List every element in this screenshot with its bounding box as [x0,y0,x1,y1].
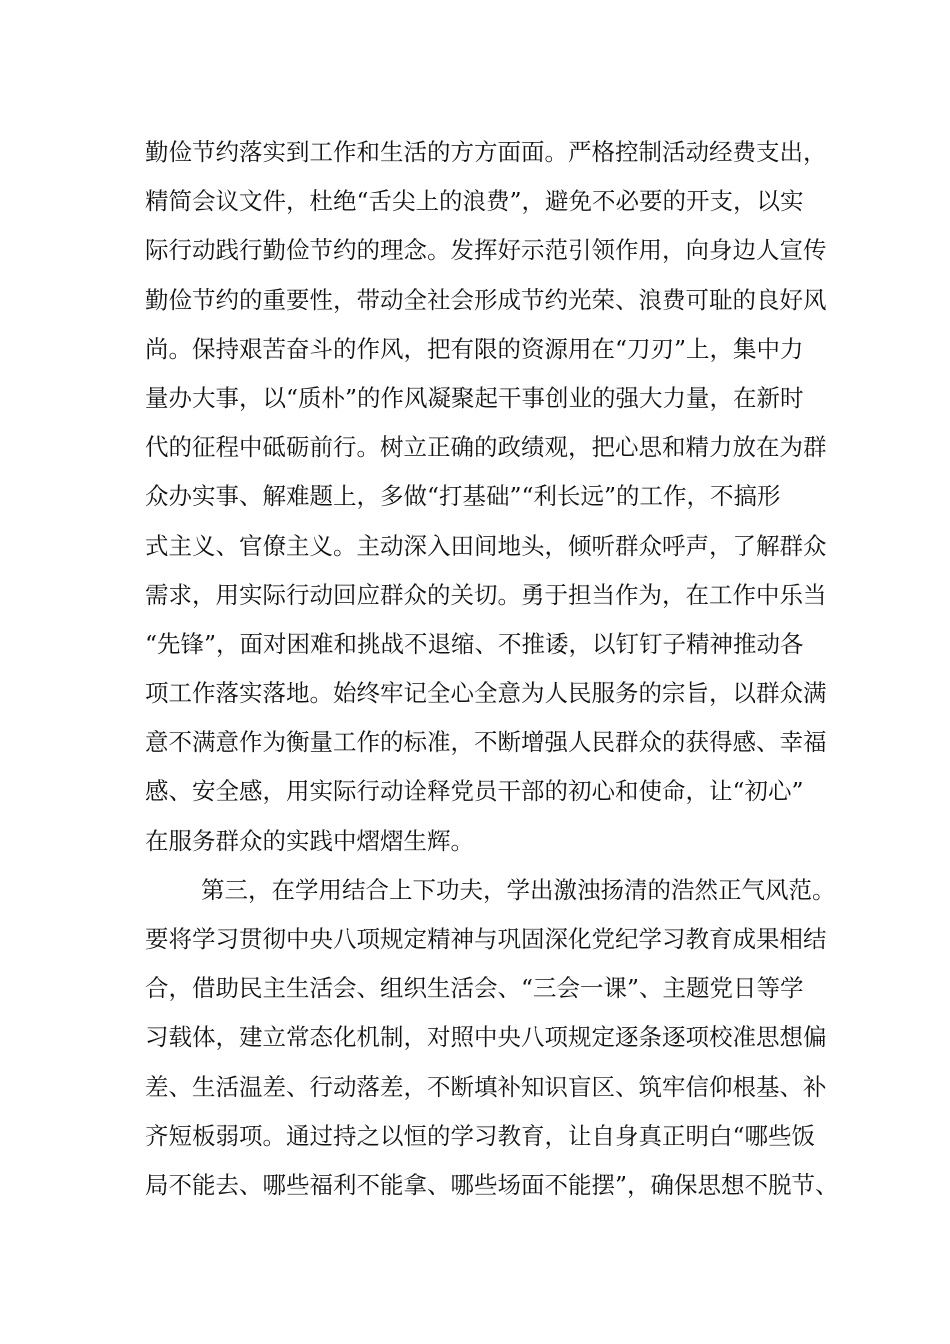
text-line: 式主义、官僚主义。主动深入田间地头，倾听群众呼声，了解群众 [145,531,827,560]
text-line: 感、安全感，用实际行动诠释党员干部的初心和使命，让“初心” [145,777,804,806]
text-line: 局不能去、哪些福利不能拿、哪些场面不能摆”，确保思想不脱节、 [145,1170,839,1199]
text-line: 差、生活温差、行动落差，不断填补知识盲区、筑牢信仰根基、补 [145,1072,827,1101]
text-line: 意不满意作为衡量工作的标准，不断增强人民群众的获得感、幸福 [145,728,827,757]
text-line: 合，借助民主生活会、组织生活会、“三会一课”、主题党日等学 [145,974,804,1003]
text-line: 在服务群众的实践中熠熠生辉。 [145,826,474,855]
text-line: 代的征程中砥砺前行。树立正确的政绩观，把心思和精力放在为群 [145,433,827,462]
text-line: 需求，用实际行动回应群众的关切。勇于担当作为，在工作中乐当 [145,580,827,609]
document-body [145,128,839,1210]
text-line: 第三，在学用结合上下功夫，学出激浊扬清的浩然正气风范。 [201,875,836,904]
text-line: 要将学习贯彻中央八项规定精神与巩固深化党纪学习教育成果相结 [145,925,827,953]
text-line: “先锋”，面对困难和挑战不退缩、不推诿，以钉钉子精神推动各 [145,629,804,658]
text-line: 勤俭节约的重要性，带动全社会形成节约光荣、浪费可耻的良好风 [145,285,827,314]
text-line: 际行动践行勤俭节约的理念。发挥好示范引领作用，向身边人宣传 [145,236,827,265]
paragraph-1 [145,128,825,866]
text-line: 尚。保持艰苦奋斗的作风，把有限的资源用在“刀刃”上，集中力 [145,334,804,363]
text-line: 精简会议文件，杜绝“舌尖上的浪费”，避免不必要的开支，以实 [145,187,804,216]
text-line: 众办实事、解难题上，多做“打基础”“利长远”的工作，不搞形 [145,482,781,511]
text-line: 习载体，建立常态化机制，对照中央八项规定逐条逐项校准思想偏 [145,1023,827,1052]
text-line: 齐短板弱项。通过持之以恒的学习教育，让自身真正明白“哪些饭 [145,1121,816,1150]
paragraph-2 [145,866,839,1210]
text-line: 项工作落实落地。始终牢记全心全意为人民服务的宗旨，以群众满 [145,679,827,708]
text-line: 量办大事，以“质朴”的作风凝聚起干事创业的强大力量，在新时 [145,383,804,412]
text-line: 勤俭节约落实到工作和生活的方方面面。严格控制活动经费支出， [145,138,827,166]
